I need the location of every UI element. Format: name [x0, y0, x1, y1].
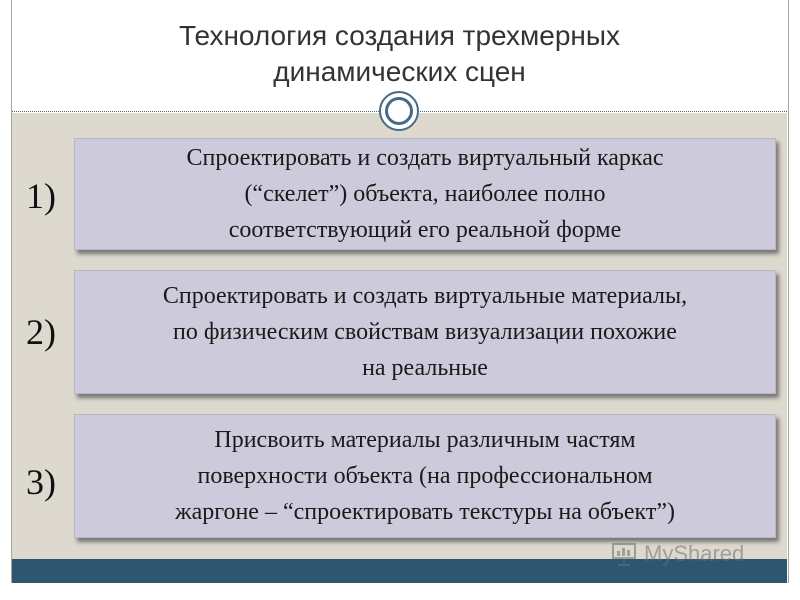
step-box-2 [74, 270, 776, 394]
step-box-3 [74, 414, 776, 538]
step-text-2: Спроектировать и создать виртуальные материалы, по физическим свойствам визуализации похожие на реальные [162, 283, 688, 381]
slide-title [12, 18, 787, 90]
presentation-icon [610, 540, 638, 568]
step-text-3: Присвоить материалы различным частям поверхности объекта (на профессиональном жаргоне – “спроектировать текстуры на объект”) [174, 427, 676, 525]
myshared-watermark [608, 536, 768, 572]
title-line-2: динамических сцен [273, 56, 526, 87]
step-number-2: 2) [26, 312, 56, 352]
step-box-1 [74, 138, 776, 250]
watermark-text: MyShared [644, 541, 745, 566]
title-line-1: Технология создания трехмерных [178, 20, 620, 51]
step-text-1: Спроектировать и создать виртуальный каркас (“скелет”) объекта, наиболее полно соответствующий его реальной форме [186, 145, 664, 243]
ring-icon [379, 91, 419, 131]
step-number-3: 3) [26, 462, 56, 502]
ring-inner [385, 97, 413, 125]
step-number-1: 1) [26, 176, 56, 216]
